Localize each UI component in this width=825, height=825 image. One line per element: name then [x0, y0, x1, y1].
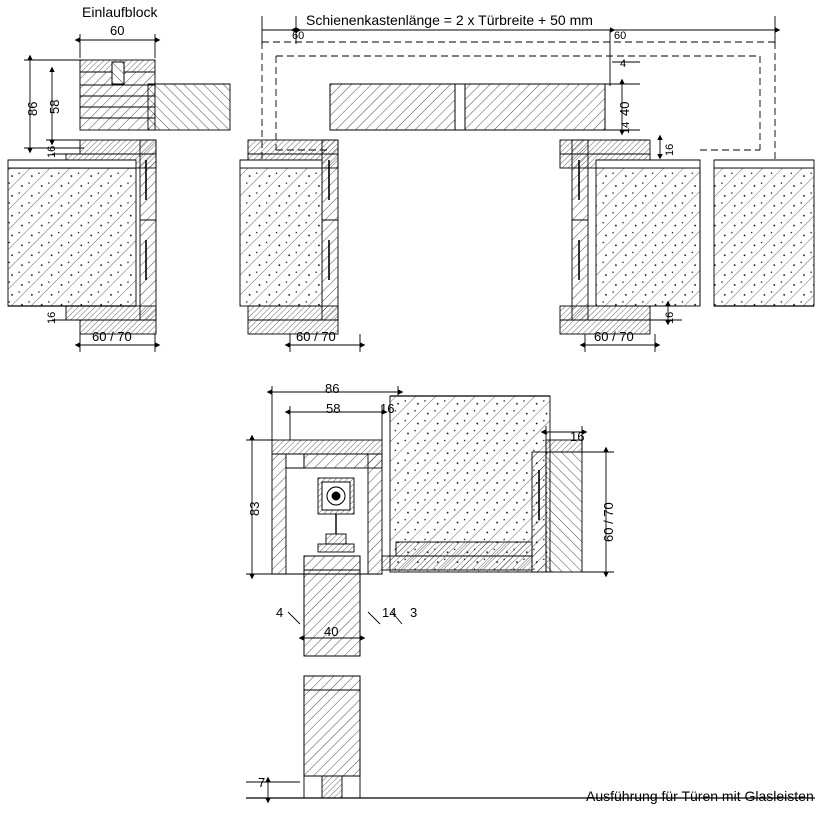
- label-einlaufblock: Einlaufblock: [82, 4, 158, 20]
- dim-60-70-bottom: 60 / 70: [601, 502, 616, 542]
- dim-83-bottom: 83: [247, 501, 262, 516]
- label-footnote: Ausführung für Türen mit Glasleisten: [586, 788, 814, 804]
- dim-16-right-upper: 16: [664, 143, 676, 156]
- dim-14-leaf: 14: [620, 121, 632, 134]
- dim-3-bottom: 3: [410, 605, 418, 620]
- detail-bottom: [246, 386, 815, 798]
- dim-58-left: 58: [47, 99, 62, 114]
- dim-14-bottom: 14: [382, 605, 397, 620]
- dim-16-lower-left: 16: [46, 311, 58, 324]
- dim-60-70-left: 60 / 70: [92, 329, 132, 344]
- dim-60-center-right: 60: [614, 30, 627, 42]
- dim-16-upper-left: 16: [46, 145, 58, 158]
- dim-40-railbox: 40: [617, 101, 632, 116]
- detail-top-right: [700, 160, 814, 306]
- dim-58-bottom: 58: [326, 401, 341, 416]
- dim-7-floor: 7: [258, 775, 266, 790]
- dim-4-bottom: 4: [276, 605, 284, 620]
- dim-16-bottom-left: 16: [380, 401, 395, 416]
- dim-16-bottom-right: 16: [570, 429, 585, 444]
- detail-top-center: [240, 12, 775, 352]
- dim-60-70-center: 60 / 70: [296, 329, 336, 344]
- detail-top-left: [8, 34, 230, 352]
- label-schienenkastenlaenge: Schienenkastenlänge = 2 x Türbreite + 50 mm: [306, 12, 593, 28]
- dim-40-bottom: 40: [324, 624, 339, 639]
- dim-60-70-center-right: 60 / 70: [594, 329, 634, 344]
- dim-60-top-left: 60: [110, 23, 125, 38]
- dim-60-center-left: 60: [292, 30, 305, 42]
- dim-86-left: 86: [25, 101, 40, 116]
- dim-86-bottom: 86: [325, 381, 340, 396]
- dim-16-right-lower: 16: [664, 311, 676, 324]
- dim-4-leaf: 4: [620, 58, 627, 70]
